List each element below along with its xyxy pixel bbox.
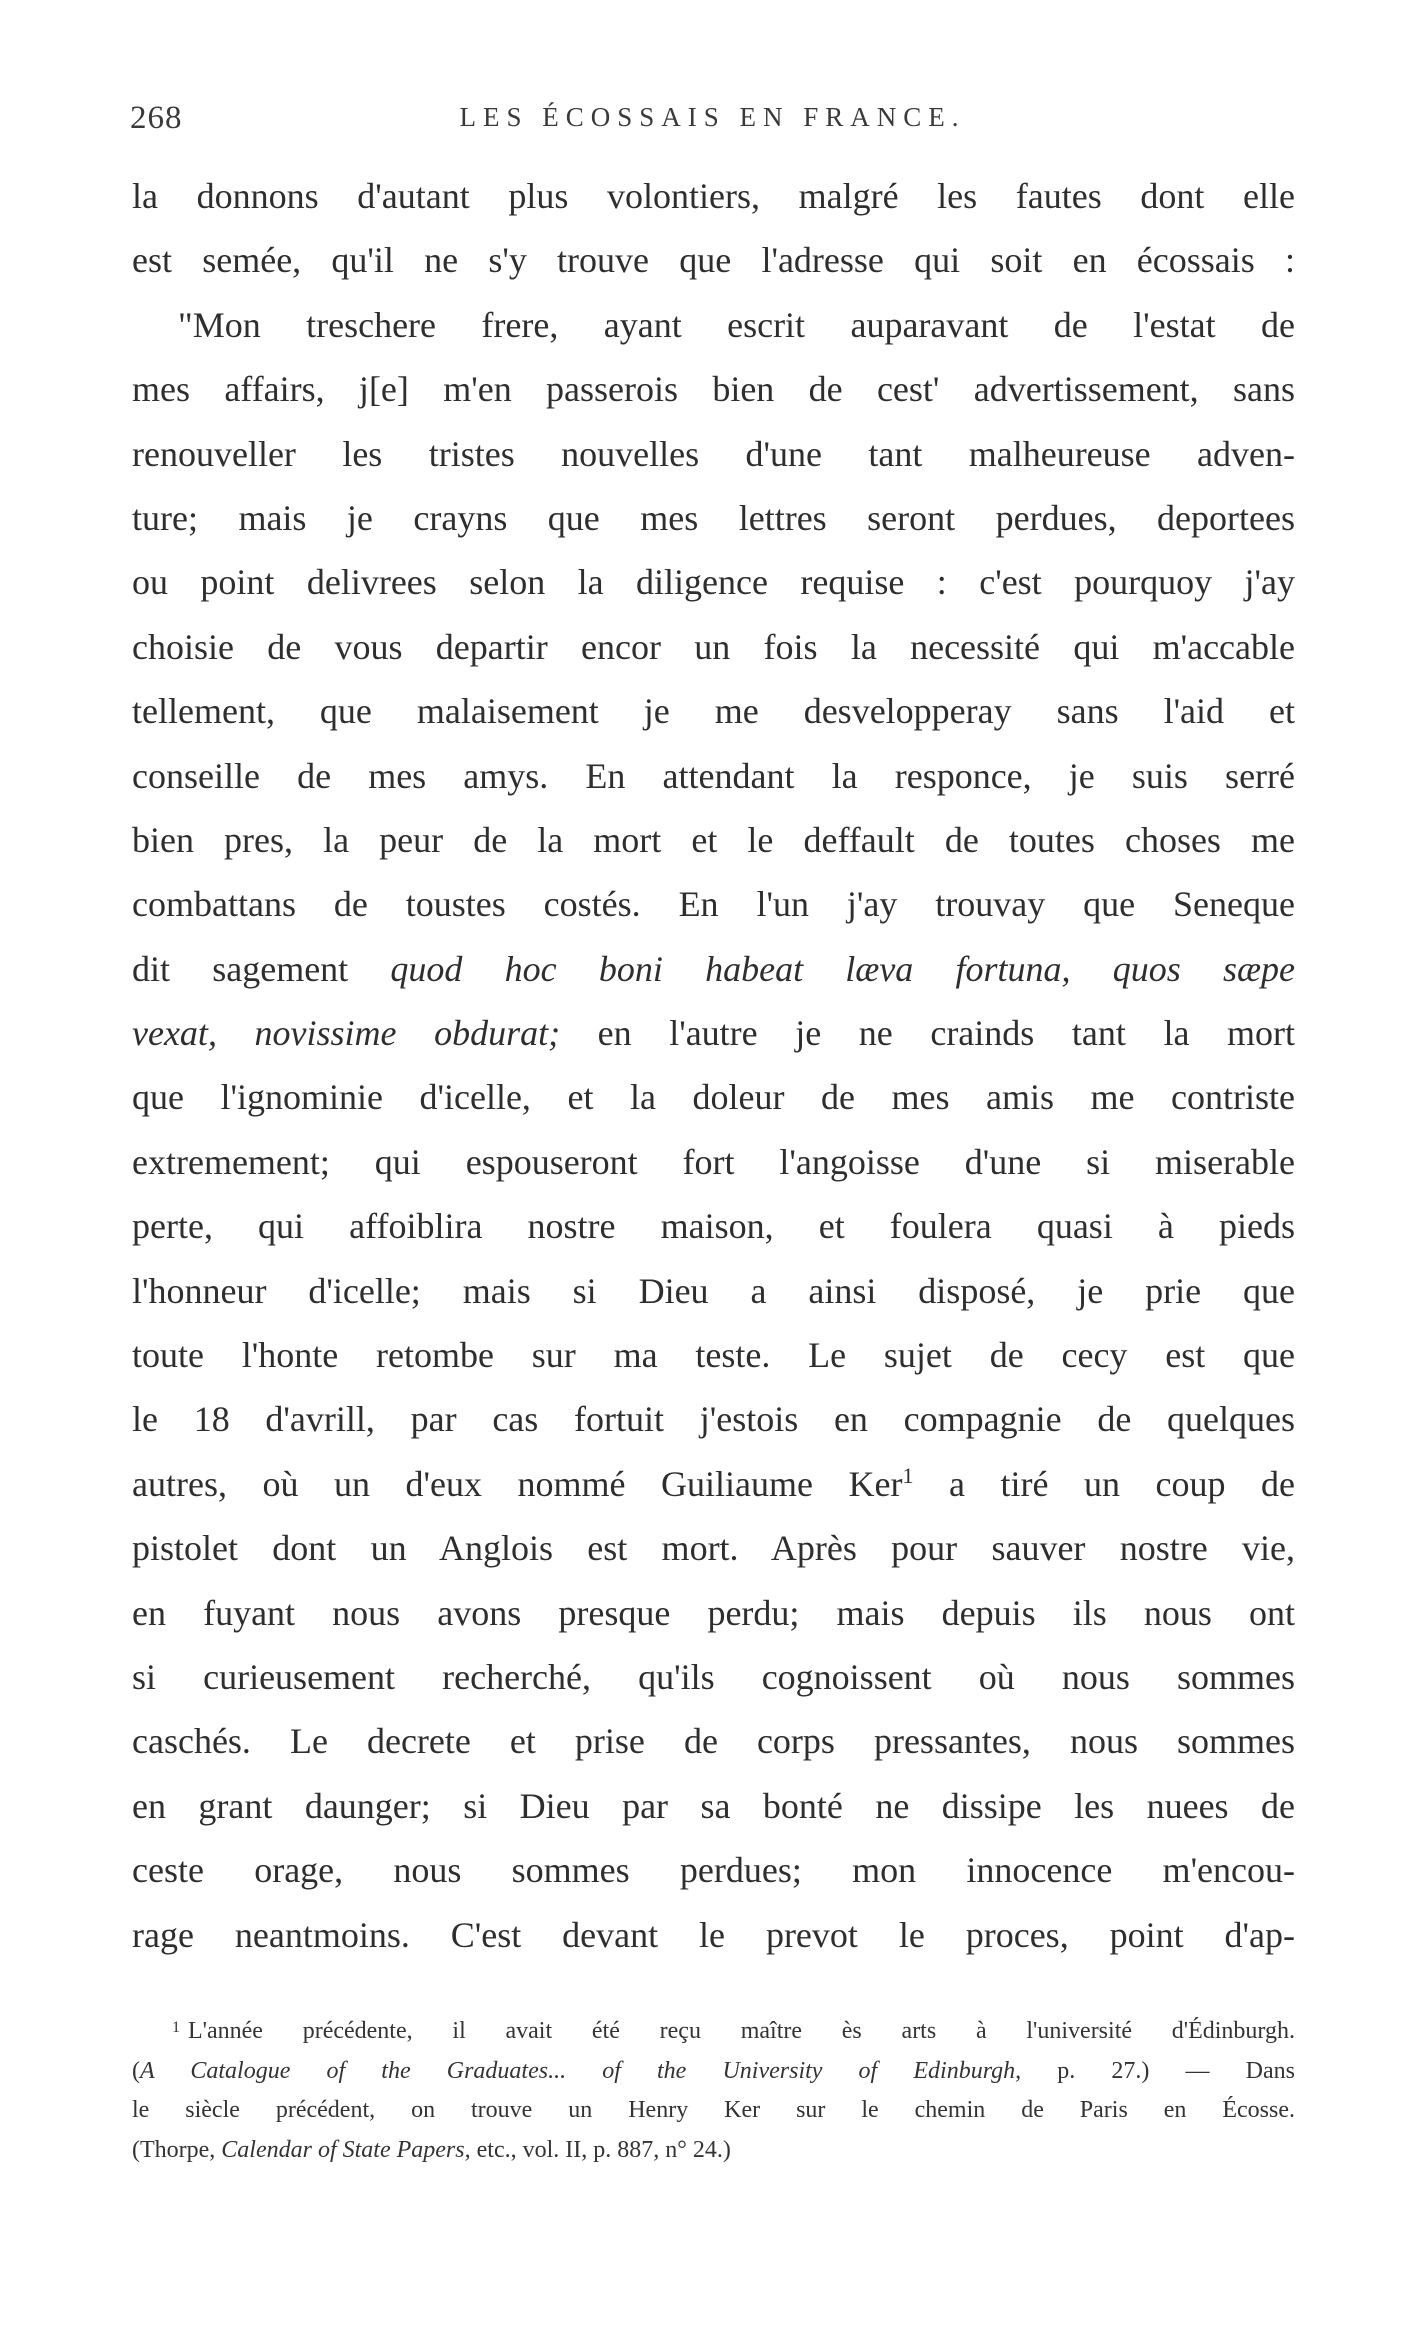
text-line bbox=[132, 1001, 1295, 1065]
text-line bbox=[132, 1452, 1295, 1516]
text-segment: en l'autre je ne crainds tant la mort bbox=[560, 1013, 1295, 1054]
text-line: conseille de mes amys. En attendant la responce, je suis serré bbox=[132, 755, 1295, 796]
text-line: bien pres, la peur de la mort et le deffault de toutes choses me bbox=[132, 819, 1295, 860]
text-line: est semée, qu'il ne s'y trouve que l'adresse qui soit en écossais : bbox=[132, 240, 1295, 281]
text-line: rage neantmoins. C'est devant le prevot le proces, point d'ap- bbox=[132, 1914, 1295, 1955]
page-number: 268 bbox=[130, 100, 183, 136]
text-line: perte, qui affoiblira nostre maison, et foulera quasi à pieds bbox=[132, 1206, 1295, 1247]
text-segment: (Thorpe, bbox=[132, 2136, 222, 2163]
footnote-reference: 1 bbox=[902, 1462, 914, 1488]
text-line: ou point delivrees selon la diligence requise : c'est pourquoy j'ay bbox=[132, 562, 1295, 603]
text-line: pistolet dont un Anglois est mort. Après pour sauver nostre vie, bbox=[132, 1528, 1295, 1569]
text-line: ceste orage, nous sommes perdues; mon innocence m'encou- bbox=[132, 1850, 1295, 1891]
text-line: que l'ignominie d'icelle, et la doleur de mes amis me contriste bbox=[132, 1077, 1295, 1118]
footnotes bbox=[132, 2012, 1295, 2170]
text-line: renouveller les tristes nouvelles d'une tant malheureuse adven- bbox=[132, 433, 1295, 474]
text-segment: autres, où un d'eux nommé Guiliaume Ker bbox=[132, 1463, 903, 1504]
footnote-line: le siècle précédent, on trouve un Henry Ker sur le chemin de Paris en Écosse. bbox=[132, 2097, 1295, 2123]
text-line: caschés. Le decrete et prise de corps pressantes, nous sommes bbox=[132, 1721, 1295, 1762]
text-segment: etc., vol. II, p. 887, n° 24.) bbox=[470, 2136, 731, 2163]
text-line: en fuyant nous avons presque perdu; mais depuis ils nous ont bbox=[132, 1592, 1295, 1633]
text-line: tellement, que malaisement je me desvelopperay sans l'aid et bbox=[132, 691, 1295, 732]
footnote-line bbox=[132, 2131, 1295, 2171]
text-segment: a tiré un coup de bbox=[913, 1463, 1295, 1504]
text-segment: L'année précédente, il avait été reçu maître ès arts à l'université d'Édinburgh. bbox=[188, 2018, 1295, 2044]
text-segment: ( bbox=[132, 2057, 140, 2084]
text-line: si curieusement recherché, qu'ils cognoissent où nous sommes bbox=[132, 1656, 1295, 1697]
text-line: en grant daunger; si Dieu par sa bonté ne dissipe les nuees de bbox=[132, 1785, 1295, 1826]
body-text bbox=[132, 164, 1295, 1967]
running-head: LES ÉCOSSAIS EN FRANCE. bbox=[459, 102, 966, 132]
text-line: le 18 d'avrill, par cas fortuit j'estois en compagnie de quelques bbox=[132, 1399, 1295, 1440]
text-line: mes affairs, j[e] m'en passerois bien de cest' advertissement, sans bbox=[132, 369, 1295, 410]
citation-title: Calendar of State Papers, bbox=[221, 2136, 471, 2163]
footnote-line bbox=[132, 2052, 1295, 2092]
latin-quotation: quod hoc boni habeat læva fortuna, quos sæpe bbox=[390, 948, 1296, 989]
text-segment: dit sagement bbox=[132, 948, 391, 989]
footnote-marker: 1 bbox=[172, 2019, 180, 2036]
citation-title: A Catalogue of the Graduates... of the University of Edinburgh, bbox=[140, 2057, 1022, 2084]
text-line: choisie de vous departir encor un fois la necessité qui m'accable bbox=[132, 626, 1295, 667]
text-line bbox=[132, 937, 1295, 1001]
text-line: l'honneur d'icelle; mais si Dieu a ainsi disposé, je prie que bbox=[132, 1270, 1295, 1311]
text-line: combattans de toustes costés. En l'un j'ay trouvay que Seneque bbox=[132, 884, 1295, 925]
text-line: extremement; qui espouseront fort l'angoisse d'une si miserable bbox=[132, 1141, 1295, 1182]
text-line: "Mon treschere frere, ayant escrit auparavant de l'estat de bbox=[178, 304, 1295, 345]
text-line: ture; mais je crayns que mes lettres seront perdues, deportees bbox=[132, 497, 1295, 538]
text-segment: p. 27.) — Dans bbox=[1021, 2057, 1295, 2084]
latin-quotation: vexat, novissime obdurat; bbox=[132, 1013, 561, 1054]
text-line: la donnons d'autant plus volontiers, malgré les fautes dont elle bbox=[132, 176, 1295, 216]
footnote-line bbox=[132, 2012, 1295, 2052]
page-header bbox=[130, 100, 1295, 144]
text-line: toute l'honte retombe sur ma teste. Le sujet de cecy est que bbox=[132, 1335, 1295, 1376]
